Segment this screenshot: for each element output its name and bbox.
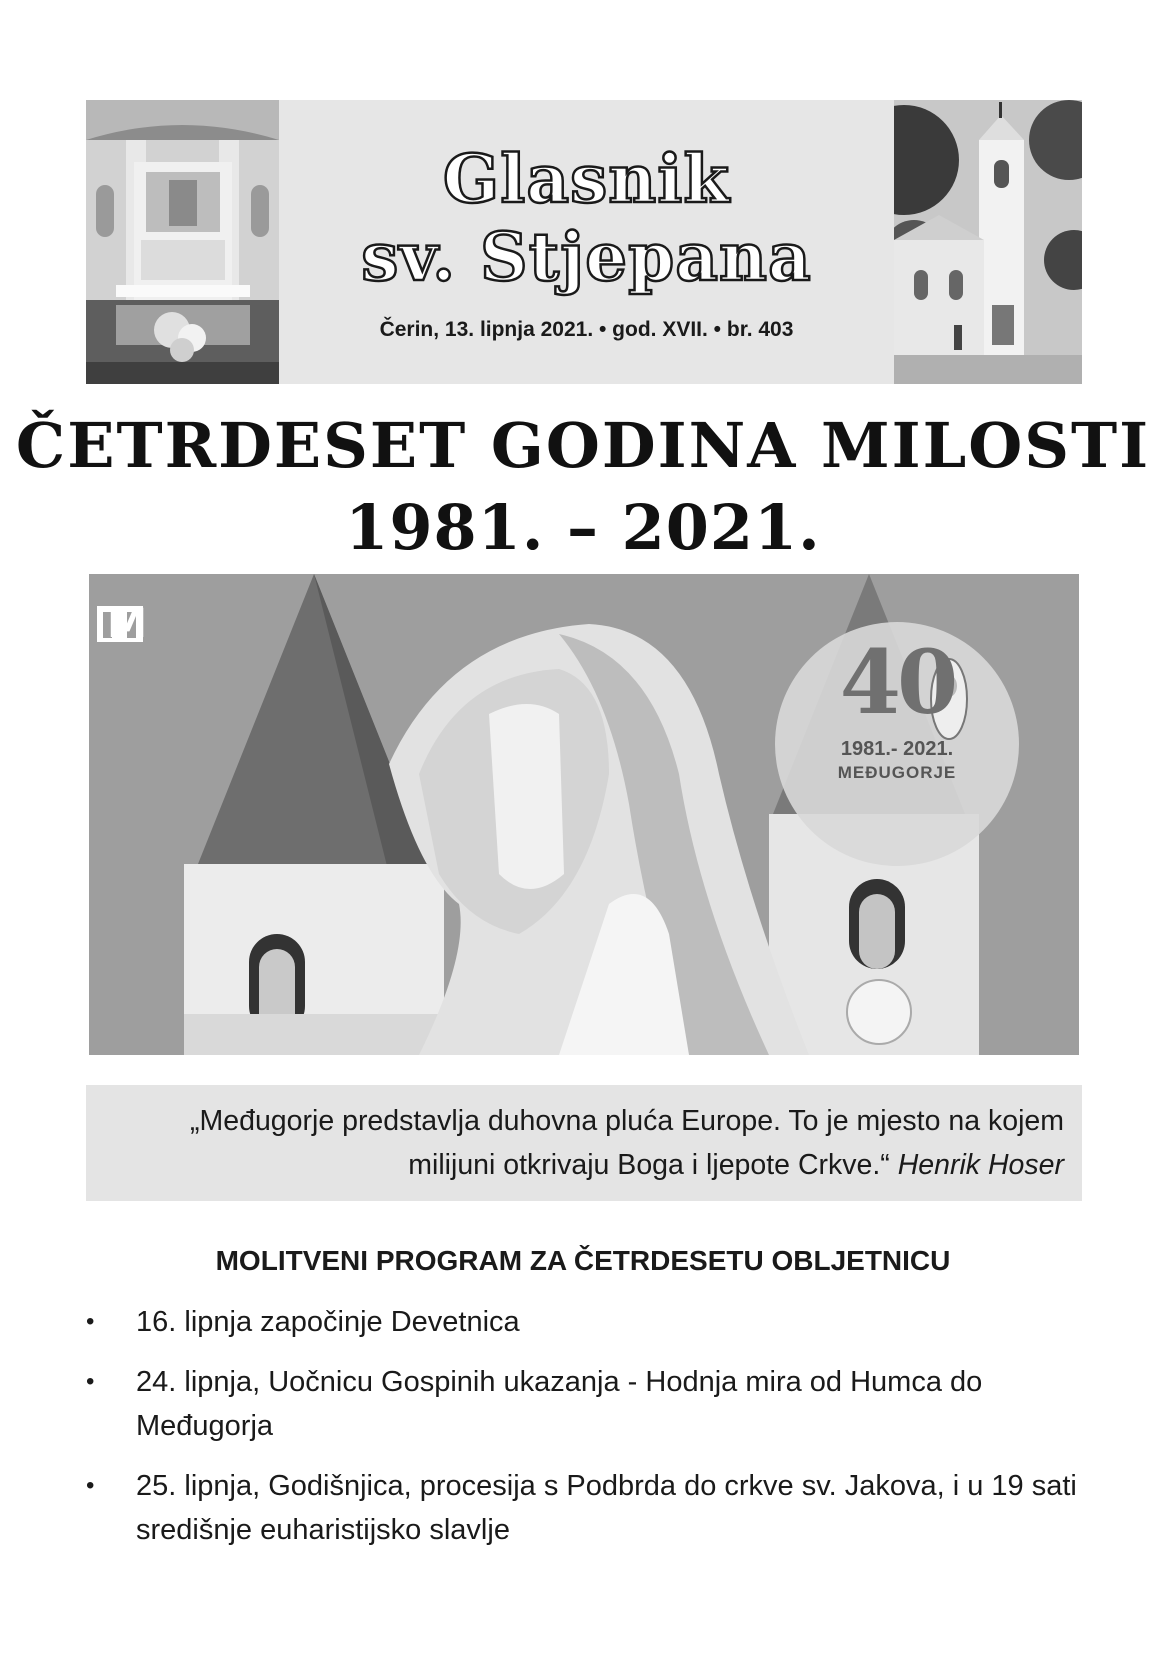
madonna-statue-photo <box>89 574 1079 1055</box>
main-headline <box>0 405 1166 569</box>
list-item-text: 25. lipnja, Godišnjica, procesija s Podbrda do crkve sv. Jakova, i u 19 sati središnje euharistijsko slavlje <box>136 1470 1077 1546</box>
bullet: • <box>86 1368 95 1395</box>
bullet: • <box>86 1472 95 1499</box>
publication-title-line1: Glasnik <box>442 140 731 218</box>
list-item <box>86 1300 1086 1344</box>
list-item-text: 16. lipnja započinje Devetnica <box>136 1306 520 1338</box>
headline-line2: 1981. – 2021. <box>345 491 821 564</box>
badge-place: MEĐUGORJE <box>837 763 957 782</box>
badge-number: 40 <box>839 630 955 734</box>
publication-title-line2: sv. Stjepana <box>361 218 812 296</box>
headline-line1: ČETRDESET GODINA MILOSTI <box>15 409 1151 482</box>
program-list <box>86 1300 1086 1568</box>
list-item <box>86 1464 1086 1552</box>
bullet: • <box>86 1308 95 1335</box>
quote-text: „Međugorje predstavlja duhovna pluća Europe. To je mjesto na kojem milijuni otkrivaju Boga i ljepote Crkve.“ <box>190 1105 1064 1181</box>
m-logo: M <box>107 601 147 647</box>
quote-author: Henrik Hoser <box>897 1149 1064 1181</box>
list-item-text: 24. lipnja, Uočnicu Gospinih ukazanja - Hodnja mira od Humca do Međugorja <box>136 1366 983 1442</box>
church-exterior-photo <box>894 100 1082 384</box>
masthead <box>86 100 1082 384</box>
program-title: MOLITVENI PROGRAM ZA ČETRDESETU OBLJETNICU <box>215 1245 951 1276</box>
badge-years: 1981.- 2021. <box>840 738 954 760</box>
issue-info: Čerin, 13. lipnja 2021. • god. XVII. • br. 403 <box>379 318 794 341</box>
quote-box <box>86 1085 1082 1201</box>
quote <box>104 1099 1064 1187</box>
church-interior-photo <box>86 100 279 384</box>
masthead-title-block <box>279 100 894 384</box>
anniversary-badge <box>787 630 1007 784</box>
list-item <box>86 1360 1086 1448</box>
